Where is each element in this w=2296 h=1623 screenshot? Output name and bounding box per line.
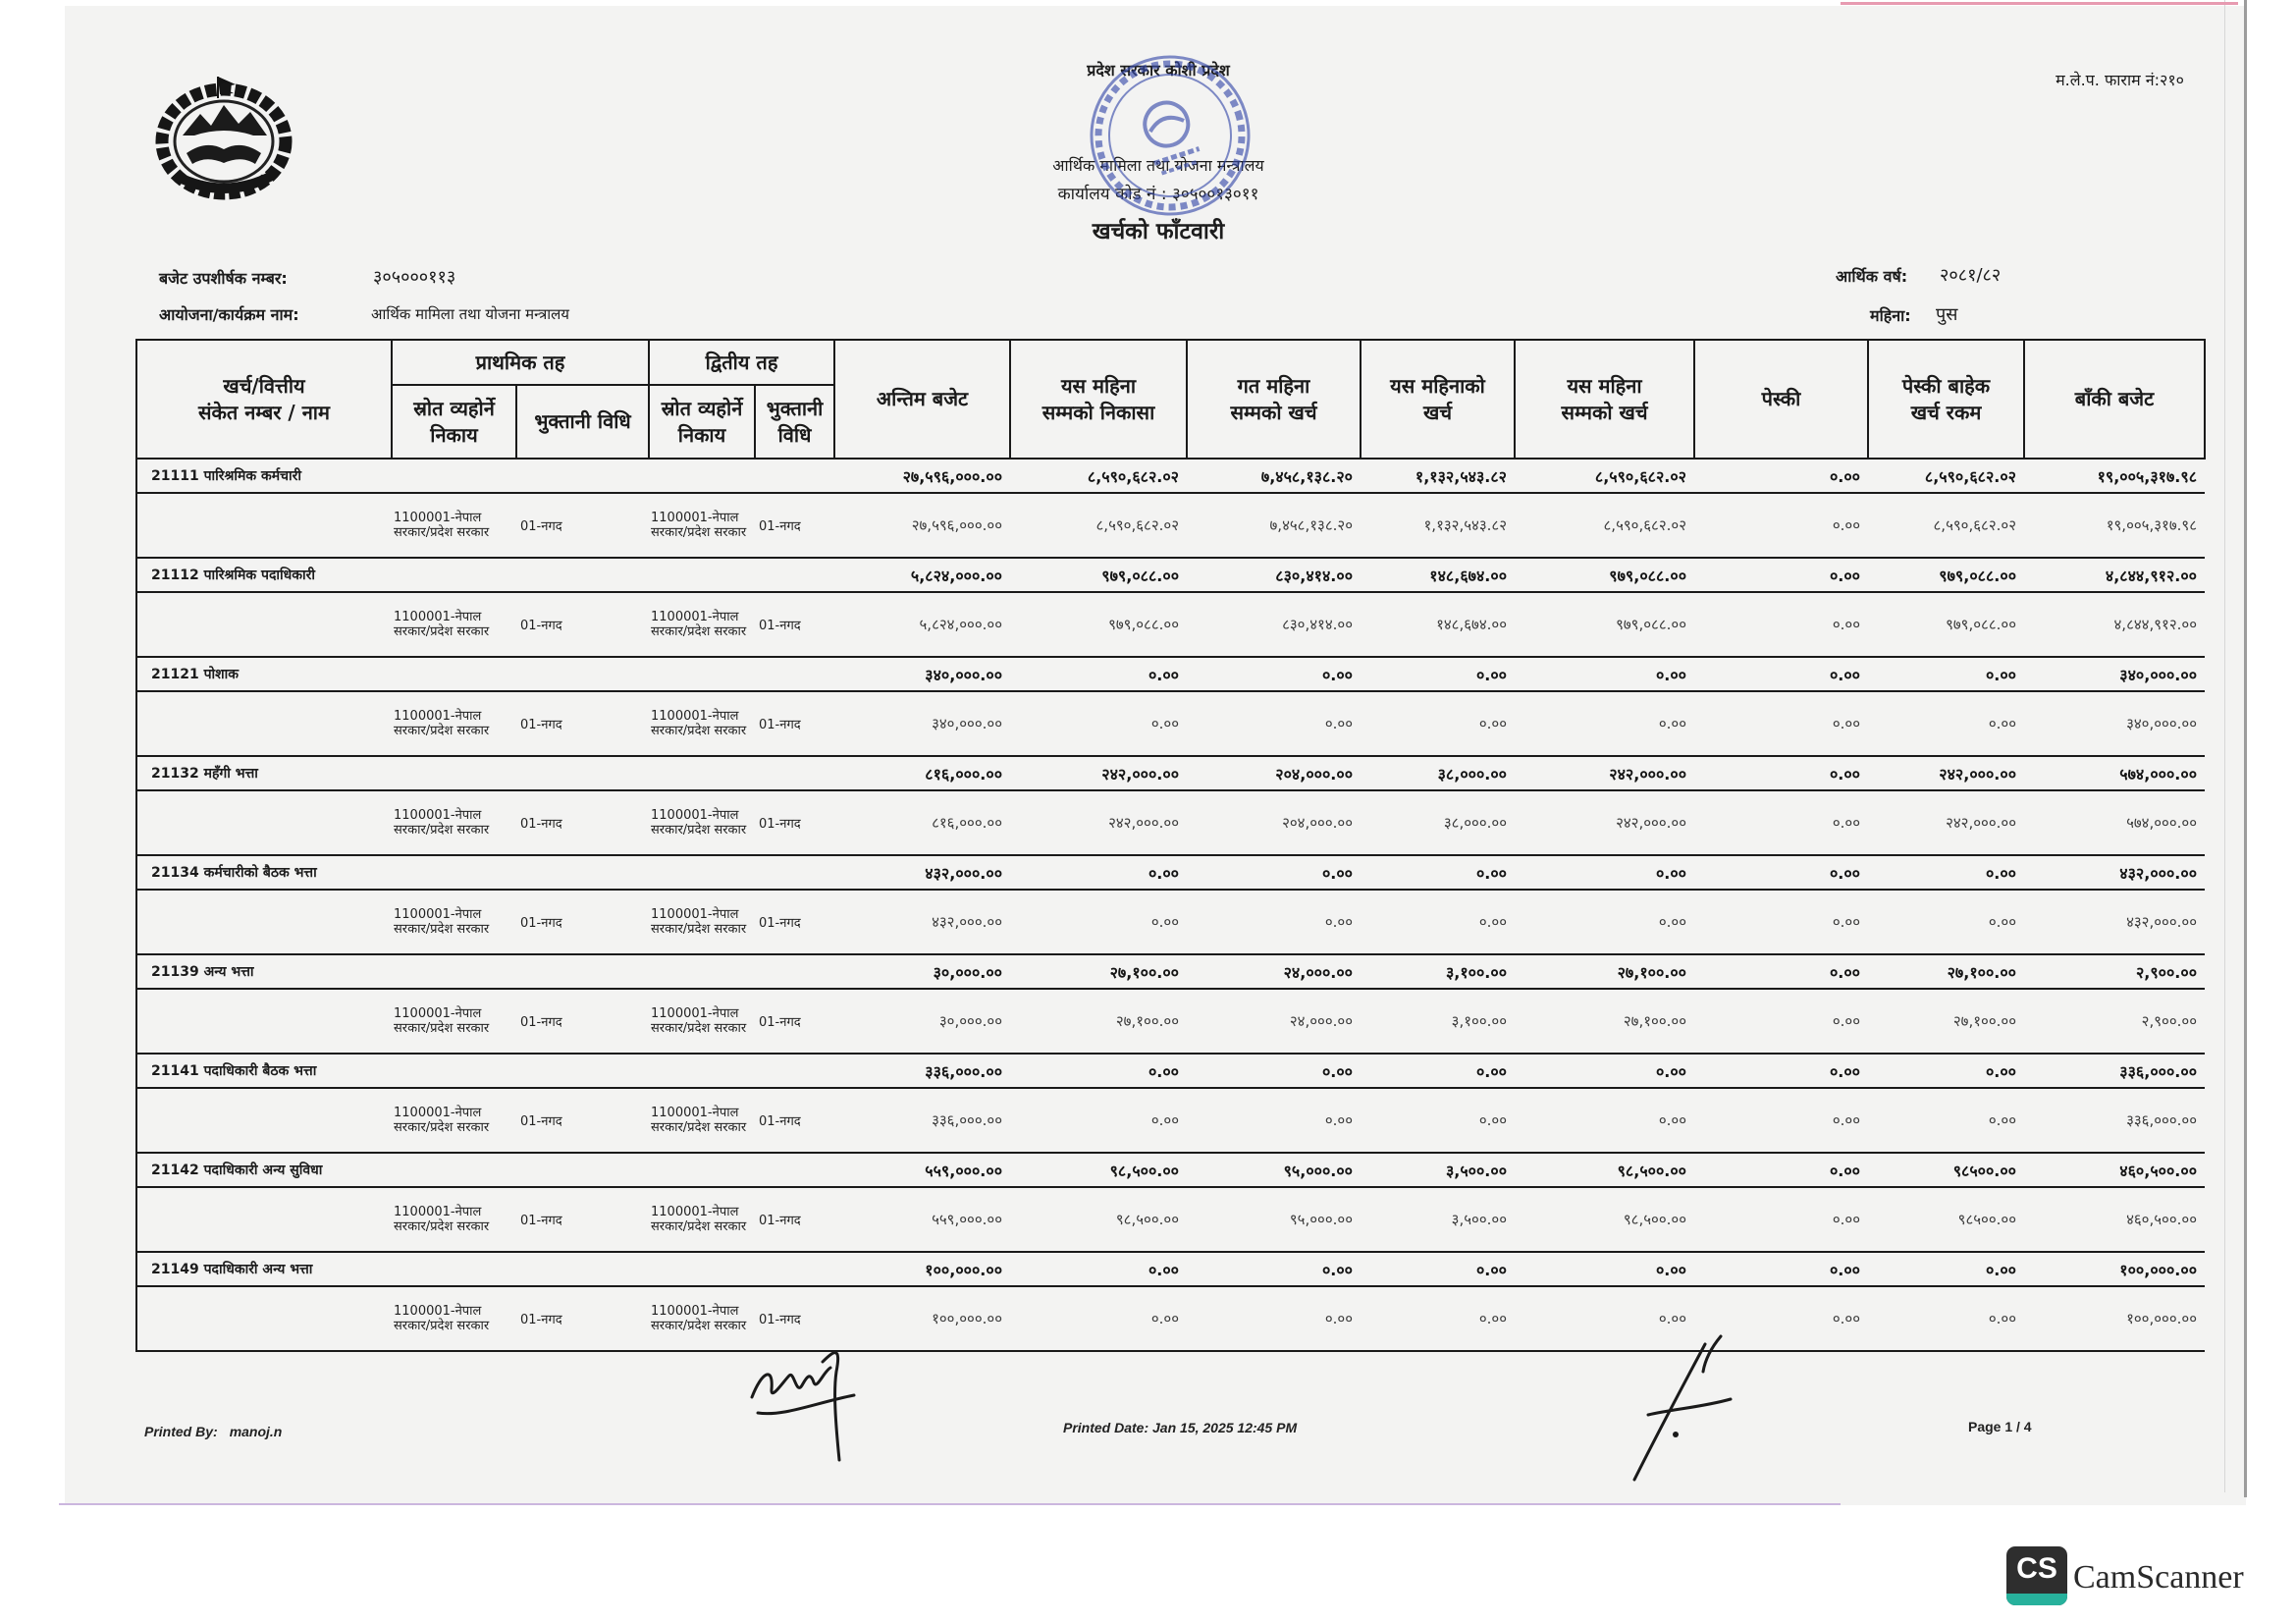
budget-code-name: 21141 पदाधिकारी बैठक भत्ता — [136, 1054, 834, 1088]
remaining-budget-value: २,९००.०० — [2141, 1012, 2198, 1030]
final-budget-value: १००,०००.०० — [925, 1260, 1003, 1279]
secondary-payment-method: 01-नगद — [759, 619, 801, 633]
secondary-payment-method: 01-नगद — [759, 916, 801, 931]
expense-till-last-month-value: ०.०० — [1321, 1061, 1354, 1081]
expense-till-this-month-value: ०.०० — [1658, 715, 1687, 732]
primary-payment-method: 01-नगद — [520, 718, 562, 732]
expense-till-this-month-value: ८,५९०,६८२.०२ — [1603, 516, 1687, 534]
advance-value: ०.०० — [1829, 1161, 1861, 1180]
budget-source-row — [136, 691, 2205, 756]
primary-payment-method: 01-नगद — [520, 817, 562, 832]
printed-by — [144, 1424, 282, 1439]
secondary-payment-method: 01-नगद — [759, 817, 801, 832]
col-header-line: सम्मको खर्च — [1561, 400, 1648, 424]
camscanner-logo-text: CS — [2016, 1552, 2057, 1585]
col-header-line: संकेत नम्बर / नाम — [198, 400, 330, 424]
final-budget-value: २७,५९६,०००.०० — [902, 466, 1003, 486]
col-header-line: सम्मको निकासा — [1041, 400, 1155, 424]
col-header-line: स्रोत व्यहोर्ने — [413, 396, 495, 420]
expense-excluding-advance-value: २७,१००.०० — [1952, 1012, 2017, 1030]
col-header-line: गत महिना — [1237, 373, 1310, 398]
expense-till-last-month-value: ७,४५८,१३८.२० — [1260, 466, 1354, 486]
budget-source-row — [136, 890, 2205, 954]
secondary-source: 1100001-नेपाल सरकार/प्रदेश सरकार — [651, 610, 747, 639]
ministry-name: आर्थिक मामिला तथा योजना मन्त्रालय — [1052, 156, 1264, 175]
budget-head-row — [136, 954, 2205, 989]
col-header-primary-source — [392, 385, 516, 459]
this-month-expense-value: ३८,०००.०० — [1437, 764, 1508, 784]
fiscal-year-value: २०८१/८२ — [1940, 265, 2002, 286]
advance-value: ०.०० — [1832, 516, 1861, 534]
final-budget-value: ५,८२४,०००.०० — [910, 566, 1003, 585]
month-value: पुस — [1936, 304, 1958, 325]
primary-payment-method: 01-नगद — [520, 1214, 562, 1228]
final-budget-value: ३४०,०००.०० — [932, 715, 1003, 732]
expense-excluding-advance-value: २४२,०००.०० — [1939, 764, 2017, 784]
expense-excluding-advance-value: ०.०० — [1988, 1111, 2017, 1129]
release-till-this-month-value: २७,१००.०० — [1109, 962, 1180, 982]
expense-till-this-month-value: २७,१००.०० — [1617, 962, 1687, 982]
remaining-budget-value: ३४०,०००.०० — [2119, 665, 2198, 684]
primary-payment-method: 01-नगद — [520, 1313, 562, 1327]
budget-subheading — [159, 267, 288, 289]
expense-till-this-month-value: ०.०० — [1658, 1111, 1687, 1129]
col-header-line: सम्मको खर्च — [1230, 400, 1317, 424]
this-month-expense-value: ३,१००.०० — [1445, 962, 1508, 982]
this-month-expense-value: ०.०० — [1478, 715, 1508, 732]
release-till-this-month-value: ०.०० — [1150, 1310, 1180, 1327]
primary-payment-method: 01-नगद — [520, 916, 562, 931]
release-till-this-month-value: ०.०० — [1150, 913, 1180, 931]
secondary-payment-method: 01-नगद — [759, 519, 801, 534]
document-title: खर्चको फाँटवारी — [1092, 219, 1225, 244]
remaining-budget-value: ५७४,०००.०० — [2126, 814, 2198, 832]
budget-head-row — [136, 657, 2205, 691]
col-header-line: भुक्तानी — [766, 396, 824, 420]
expense-excluding-advance-value: ०.०० — [1985, 863, 2017, 883]
advance-value: ०.०० — [1829, 863, 1861, 883]
expense-till-last-month-value: ०.०० — [1324, 913, 1354, 931]
page-edge-right — [2244, 0, 2247, 1497]
col-header-expense-till-last-month — [1187, 340, 1361, 459]
remaining-budget-value: ३३६,०००.०० — [2126, 1111, 2198, 1129]
expense-excluding-advance-value: ९८५००.०० — [1952, 1161, 2017, 1180]
remaining-budget-value: ३४०,०००.०० — [2126, 715, 2198, 732]
primary-payment-method: 01-नगद — [520, 519, 562, 534]
col-header-line: स्रोत व्यहोर्ने — [661, 396, 743, 420]
budget-source-row — [136, 1286, 2205, 1351]
expense-excluding-advance-value: २७,१००.०० — [1947, 962, 2017, 982]
empty-cell — [136, 1187, 392, 1252]
office-code-label: कार्यालय कोड नं : — [1057, 185, 1167, 204]
col-header-secondary-payment — [755, 385, 834, 459]
this-month-expense-value: ०.०० — [1478, 1111, 1508, 1129]
final-budget-value: ३०,०००.०० — [933, 962, 1003, 982]
advance-value: ०.०० — [1829, 665, 1861, 684]
advance-value: ०.०० — [1829, 962, 1861, 982]
this-month-expense-value: १,१३२,५४३.८२ — [1423, 516, 1508, 534]
this-month-expense-value: १४८,६७४.०० — [1436, 616, 1508, 633]
expense-till-this-month-value: २४२,०००.०० — [1616, 814, 1687, 832]
this-month-expense-value: १,१३२,५४३.८२ — [1415, 466, 1508, 486]
secondary-source: 1100001-नेपाल सरकार/प्रदेश सरकार — [651, 511, 747, 540]
table-body — [136, 459, 2205, 1351]
expense-till-this-month-value: ०.०० — [1655, 863, 1687, 883]
page-edge-bottom — [59, 1503, 1841, 1505]
remaining-budget-value: १९,००५,३१७.९८ — [2097, 466, 2198, 486]
expense-till-this-month-value: ९८,५००.०० — [1623, 1211, 1687, 1228]
secondary-source: 1100001-नेपाल सरकार/प्रदेश सरकार — [651, 907, 747, 937]
printed-date-value: Jan 15, 2025 12:45 PM — [1152, 1420, 1298, 1435]
budget-head-row — [136, 855, 2205, 890]
col-header-expense-till-this-month — [1515, 340, 1694, 459]
final-budget-value: ३०,०००.०० — [938, 1012, 1003, 1030]
release-till-this-month-value: २४२,०००.०० — [1108, 814, 1180, 832]
final-budget-value: १००,०००.०० — [932, 1310, 1003, 1327]
expense-till-last-month-value: ८३०,४१४.०० — [1282, 616, 1354, 633]
expense-excluding-advance-value: ८,५९०,६८२.०२ — [1924, 466, 2017, 486]
col-header-secondary-source — [649, 385, 755, 459]
final-budget-value: ८१६,०००.०० — [932, 814, 1003, 832]
primary-source: 1100001-नेपाल सरकार/प्रदेश सरकार — [394, 610, 490, 639]
signature-icon — [1625, 1330, 1742, 1488]
release-till-this-month-value: ०.०० — [1148, 863, 1180, 883]
release-till-this-month-value: ९८,५००.०० — [1115, 1211, 1180, 1228]
advance-value: ०.०० — [1832, 1012, 1861, 1030]
month-label: महिना: — [1870, 306, 1911, 325]
project-value: आर्थिक मामिला तथा योजना मन्त्रालय — [371, 305, 569, 323]
expense-excluding-advance-value: ०.०० — [1988, 913, 2017, 931]
col-header-primary-payment: भुक्तानी विधि — [516, 385, 649, 459]
primary-source: 1100001-नेपाल सरकार/प्रदेश सरकार — [394, 808, 490, 838]
expense-till-last-month-value: ८३०,४१४.०० — [1275, 566, 1354, 585]
expense-till-this-month-value: ९७९,०८८.०० — [1609, 566, 1687, 585]
remaining-budget-value: ४६०,५००.०० — [2119, 1161, 2198, 1180]
primary-source: 1100001-नेपाल सरकार/प्रदेश सरकार — [394, 1205, 490, 1234]
expense-till-last-month-value: ०.०० — [1321, 863, 1354, 883]
camscanner-logo-band — [2006, 1594, 2067, 1605]
budget-head-row — [136, 756, 2205, 790]
this-month-expense-value: ३,१००.०० — [1451, 1012, 1508, 1030]
budget-source-row — [136, 1088, 2205, 1153]
budget-head-row — [136, 558, 2205, 592]
budget-code-name: 21121 पोशाक — [136, 657, 834, 691]
release-till-this-month-value: ९७९,०८८.०० — [1101, 566, 1180, 585]
camscanner-name: CamScanner — [2073, 1559, 2244, 1596]
release-till-this-month-value: ०.०० — [1148, 1061, 1180, 1081]
budget-code-name: 21132 महँगी भत्ता — [136, 756, 834, 790]
expense-excluding-advance-value: ०.०० — [1988, 715, 2017, 732]
secondary-source: 1100001-नेपाल सरकार/प्रदेश सरकार — [651, 709, 747, 738]
advance-value: ०.०० — [1829, 1260, 1861, 1279]
col-header-line: निकाय — [430, 422, 478, 447]
secondary-source: 1100001-नेपाल सरकार/प्रदेश सरकार — [651, 1106, 747, 1135]
page-edge-top — [1841, 2, 2238, 5]
expense-till-this-month-value: ८,५९०,६८२.०२ — [1594, 466, 1687, 486]
advance-value: ०.०० — [1832, 616, 1861, 633]
remaining-budget-value: ३३६,०००.०० — [2119, 1061, 2198, 1081]
col-header-line: खर्च रकम — [1910, 400, 1982, 424]
release-till-this-month-value: ०.०० — [1148, 1260, 1180, 1279]
expense-till-last-month-value: ०.०० — [1324, 1111, 1354, 1129]
secondary-source: 1100001-नेपाल सरकार/प्रदेश सरकार — [651, 1205, 747, 1234]
empty-cell — [136, 592, 392, 657]
empty-cell — [136, 890, 392, 954]
expense-till-last-month-value: ०.०० — [1324, 715, 1354, 732]
empty-cell — [136, 1286, 392, 1351]
col-header-remaining-budget: बाँकी बजेट — [2024, 340, 2205, 459]
release-till-this-month-value: ०.०० — [1148, 665, 1180, 684]
final-budget-value: ३४०,०००.०० — [925, 665, 1003, 684]
camscanner-logo-icon — [2006, 1546, 2067, 1605]
empty-cell — [136, 691, 392, 756]
budget-source-row — [136, 1187, 2205, 1252]
col-header-release-till-this-month — [1010, 340, 1187, 459]
expense-till-last-month-value: २०४,०००.०० — [1275, 764, 1354, 784]
budget-code-name: 21111 पारिश्रमिक कर्मचारी — [136, 459, 834, 493]
final-budget-value: २७,५९६,०००.०० — [911, 516, 1003, 534]
fiscal-year-label: आर्थिक वर्ष: — [1836, 267, 1908, 286]
expense-excluding-advance-value: ०.०० — [1985, 665, 2017, 684]
advance-value: ०.०० — [1832, 715, 1861, 732]
advance-value: ०.०० — [1829, 466, 1861, 486]
release-till-this-month-value: ०.०० — [1150, 715, 1180, 732]
advance-value: ०.०० — [1829, 566, 1861, 585]
expense-till-last-month-value: ९५,०००.०० — [1289, 1211, 1354, 1228]
remaining-budget-value: ५७४,०००.०० — [2119, 764, 2198, 784]
signature-icon — [744, 1340, 874, 1473]
col-header-line: निकाय — [677, 422, 726, 447]
budget-subheading-value: ३०५०००११३ — [373, 267, 456, 288]
col-header-final-budget: अन्तिम बजेट — [834, 340, 1010, 459]
secondary-payment-method: 01-नगद — [759, 718, 801, 732]
advance-value: ०.०० — [1829, 1061, 1861, 1081]
remaining-budget-value: ४६०,५००.०० — [2126, 1211, 2198, 1228]
this-month-expense-value: ०.०० — [1478, 1310, 1508, 1327]
budget-code-name: 21112 पारिश्रमिक पदाधिकारी — [136, 558, 834, 592]
budget-source-row — [136, 989, 2205, 1054]
government-emblem-icon — [147, 75, 299, 204]
this-month-expense-value: ०.०० — [1478, 913, 1508, 931]
final-budget-value: ५५९,०००.०० — [932, 1211, 1003, 1228]
printed-date-label: Printed Date: — [1063, 1420, 1149, 1435]
budget-source-row — [136, 592, 2205, 657]
budget-head-row — [136, 1252, 2205, 1286]
page-number: Page 1 / 4 — [1968, 1419, 2032, 1434]
expense-till-this-month-value: २७,१००.०० — [1623, 1012, 1687, 1030]
this-month-expense-value: ०.०० — [1475, 1061, 1508, 1081]
expense-excluding-advance-value: ८,५९०,६८२.०२ — [1933, 516, 2017, 534]
empty-cell — [136, 1088, 392, 1153]
col-header-line: विधि — [777, 422, 812, 447]
table-header — [136, 340, 2205, 459]
col-header-line: पेस्की बाहेक — [1901, 373, 1991, 398]
budget-code-name: 21142 पदाधिकारी अन्य सुविधा — [136, 1153, 834, 1187]
primary-source: 1100001-नेपाल सरकार/प्रदेश सरकार — [394, 511, 490, 540]
remaining-budget-value: ४,८४४,९१२.०० — [2105, 566, 2198, 585]
this-month-expense-value: १४८,६७४.०० — [1429, 566, 1508, 585]
expense-excluding-advance-value: ०.०० — [1985, 1260, 2017, 1279]
expense-excluding-advance-value: ०.०० — [1985, 1061, 2017, 1081]
release-till-this-month-value: ९७९,०८८.०० — [1108, 616, 1180, 633]
budget-source-row — [136, 493, 2205, 558]
release-till-this-month-value: ८,५९०,६८२.०२ — [1087, 466, 1180, 486]
remaining-budget-value: १९,००५,३१७.९८ — [2106, 516, 2198, 534]
expense-till-last-month-value: ९५,०००.०० — [1283, 1161, 1354, 1180]
col-header-secondary-level: द्वितीय तह — [649, 340, 834, 385]
secondary-source: 1100001-नेपाल सरकार/प्रदेश सरकार — [651, 1006, 747, 1036]
secondary-payment-method: 01-नगद — [759, 1114, 801, 1129]
expense-till-this-month-value: २४२,०००.०० — [1609, 764, 1687, 784]
budget-source-row — [136, 790, 2205, 855]
budget-code-name: 21139 अन्य भत्ता — [136, 954, 834, 989]
office-stamp-icon — [1082, 47, 1258, 224]
advance-value: ०.०० — [1829, 764, 1861, 784]
primary-payment-method: 01-नगद — [520, 1114, 562, 1129]
page-edge-shadow — [2224, 0, 2225, 1492]
remaining-budget-value: १००,०००.०० — [2126, 1310, 2198, 1327]
remaining-budget-value: २,९००.०० — [2135, 962, 2198, 982]
secondary-payment-method: 01-नगद — [759, 1015, 801, 1030]
expense-table — [135, 339, 2206, 1352]
budget-subheading-label: बजेट उपशीर्षक नम्बर: — [159, 269, 288, 288]
primary-payment-method: 01-नगद — [520, 1015, 562, 1030]
col-header-code-name — [136, 340, 392, 459]
col-header-primary-level: प्राथमिक तह — [392, 340, 649, 385]
primary-source: 1100001-नेपाल सरकार/प्रदेश सरकार — [394, 1304, 490, 1333]
remaining-budget-value: ४३२,०००.०० — [2119, 863, 2198, 883]
form-number: म.ले.प. फाराम नं:२१० — [2056, 71, 2184, 89]
col-header-advance: पेस्की — [1694, 340, 1868, 459]
expense-till-last-month-value: २४,०००.०० — [1289, 1012, 1354, 1030]
col-header-line: यस महिनाको — [1390, 373, 1485, 398]
expense-excluding-advance-value: ९७९,०८८.०० — [1946, 616, 2017, 633]
expense-excluding-advance-value: ९८५००.०० — [1957, 1211, 2017, 1228]
this-month-expense-value: ०.०० — [1475, 1260, 1508, 1279]
project-label: आयोजना/कार्यक्रम नाम: — [159, 305, 299, 324]
final-budget-value: ५,८२४,०००.०० — [919, 616, 1003, 633]
budget-code-name: 21134 कर्मचारीको बैठक भत्ता — [136, 855, 834, 890]
expense-till-this-month-value: ९७९,०८८.०० — [1616, 616, 1687, 633]
final-budget-value: ३३६,०००.०० — [932, 1111, 1003, 1129]
col-header-this-month-expense — [1361, 340, 1515, 459]
secondary-source: 1100001-नेपाल सरकार/प्रदेश सरकार — [651, 1304, 747, 1333]
expense-till-this-month-value: ०.०० — [1658, 913, 1687, 931]
budget-code-name: 21149 पदाधिकारी अन्य भत्ता — [136, 1252, 834, 1286]
expense-till-this-month-value: ९८,५००.०० — [1617, 1161, 1687, 1180]
expense-excluding-advance-value: ०.०० — [1988, 1310, 2017, 1327]
this-month-expense-value: ०.०० — [1475, 863, 1508, 883]
office-code-value: ३०५००१३०११ — [1172, 185, 1259, 204]
printed-by-label: Printed By: — [144, 1424, 218, 1439]
col-header-line: यस महिना — [1567, 373, 1642, 398]
expense-till-last-month-value: ०.०० — [1324, 1310, 1354, 1327]
release-till-this-month-value: २४२,०००.०० — [1101, 764, 1180, 784]
empty-cell — [136, 493, 392, 558]
advance-value: ०.०० — [1832, 1111, 1861, 1129]
expense-till-last-month-value: २४,०००.०० — [1283, 962, 1354, 982]
empty-cell — [136, 790, 392, 855]
final-budget-value: ३३६,०००.०० — [925, 1061, 1003, 1081]
release-till-this-month-value: ८,५९०,६८२.०२ — [1095, 516, 1180, 534]
expense-till-this-month-value: ०.०० — [1655, 665, 1687, 684]
secondary-payment-method: 01-नगद — [759, 1313, 801, 1327]
printed-by-value: manoj.n — [229, 1424, 283, 1439]
primary-source: 1100001-नेपाल सरकार/प्रदेश सरकार — [394, 1106, 490, 1135]
expense-excluding-advance-value: ९७९,०८८.०० — [1939, 566, 2017, 585]
expense-till-last-month-value: ०.०० — [1321, 1260, 1354, 1279]
expense-till-this-month-value: ०.०० — [1658, 1310, 1687, 1327]
primary-source: 1100001-नेपाल सरकार/प्रदेश सरकार — [394, 709, 490, 738]
budget-head-row — [136, 1153, 2205, 1187]
this-month-expense-value: ३८,०००.०० — [1443, 814, 1508, 832]
remaining-budget-value: १००,०००.०० — [2119, 1260, 2198, 1279]
expense-till-this-month-value: ०.०० — [1655, 1061, 1687, 1081]
expense-till-last-month-value: २०४,०००.०० — [1282, 814, 1354, 832]
primary-source: 1100001-नेपाल सरकार/प्रदेश सरकार — [394, 1006, 490, 1036]
release-till-this-month-value: २७,१००.०० — [1115, 1012, 1180, 1030]
budget-head-row — [136, 1054, 2205, 1088]
expense-till-last-month-value: ०.०० — [1321, 665, 1354, 684]
secondary-source: 1100001-नेपाल सरकार/प्रदेश सरकार — [651, 808, 747, 838]
final-budget-value: ४३२,०००.०० — [932, 913, 1003, 931]
remaining-budget-value: ४३२,०००.०० — [2126, 913, 2198, 931]
empty-cell — [136, 989, 392, 1054]
this-month-expense-value: ०.०० — [1475, 665, 1508, 684]
primary-payment-method: 01-नगद — [520, 619, 562, 633]
remaining-budget-value: ४,८४४,९१२.०० — [2113, 616, 2198, 633]
col-header-line: खर्च — [1422, 400, 1453, 424]
advance-value: ०.०० — [1832, 1211, 1861, 1228]
release-till-this-month-value: ०.०० — [1150, 1111, 1180, 1129]
printed-date — [1063, 1420, 1297, 1435]
this-month-expense-value: ३,५००.०० — [1451, 1211, 1508, 1228]
government-name: प्रदेश सरकार कोशी प्रदेश — [1087, 61, 1230, 80]
col-header-line: खर्च/वित्तीय — [223, 373, 305, 398]
budget-head-row — [136, 459, 2205, 493]
advance-value: ०.०० — [1832, 913, 1861, 931]
expense-till-this-month-value: ०.०० — [1655, 1260, 1687, 1279]
project-name — [159, 303, 299, 325]
final-budget-value: ४३२,०००.०० — [925, 863, 1003, 883]
final-budget-value: ५५९,०००.०० — [925, 1161, 1003, 1180]
primary-source: 1100001-नेपाल सरकार/प्रदेश सरकार — [394, 907, 490, 937]
expense-excluding-advance-value: २४२,०००.०० — [1946, 814, 2017, 832]
advance-value: ०.०० — [1832, 814, 1861, 832]
this-month-expense-value: ३,५००.०० — [1445, 1161, 1508, 1180]
advance-value: ०.०० — [1832, 1310, 1861, 1327]
expense-till-last-month-value: ७,४५८,१३८.२० — [1269, 516, 1354, 534]
release-till-this-month-value: ९८,५००.०० — [1109, 1161, 1180, 1180]
secondary-payment-method: 01-नगद — [759, 1214, 801, 1228]
col-header-line: यस महिना — [1060, 373, 1137, 398]
final-budget-value: ८१६,०००.०० — [925, 764, 1003, 784]
col-header-expense-excluding-advance — [1868, 340, 2024, 459]
